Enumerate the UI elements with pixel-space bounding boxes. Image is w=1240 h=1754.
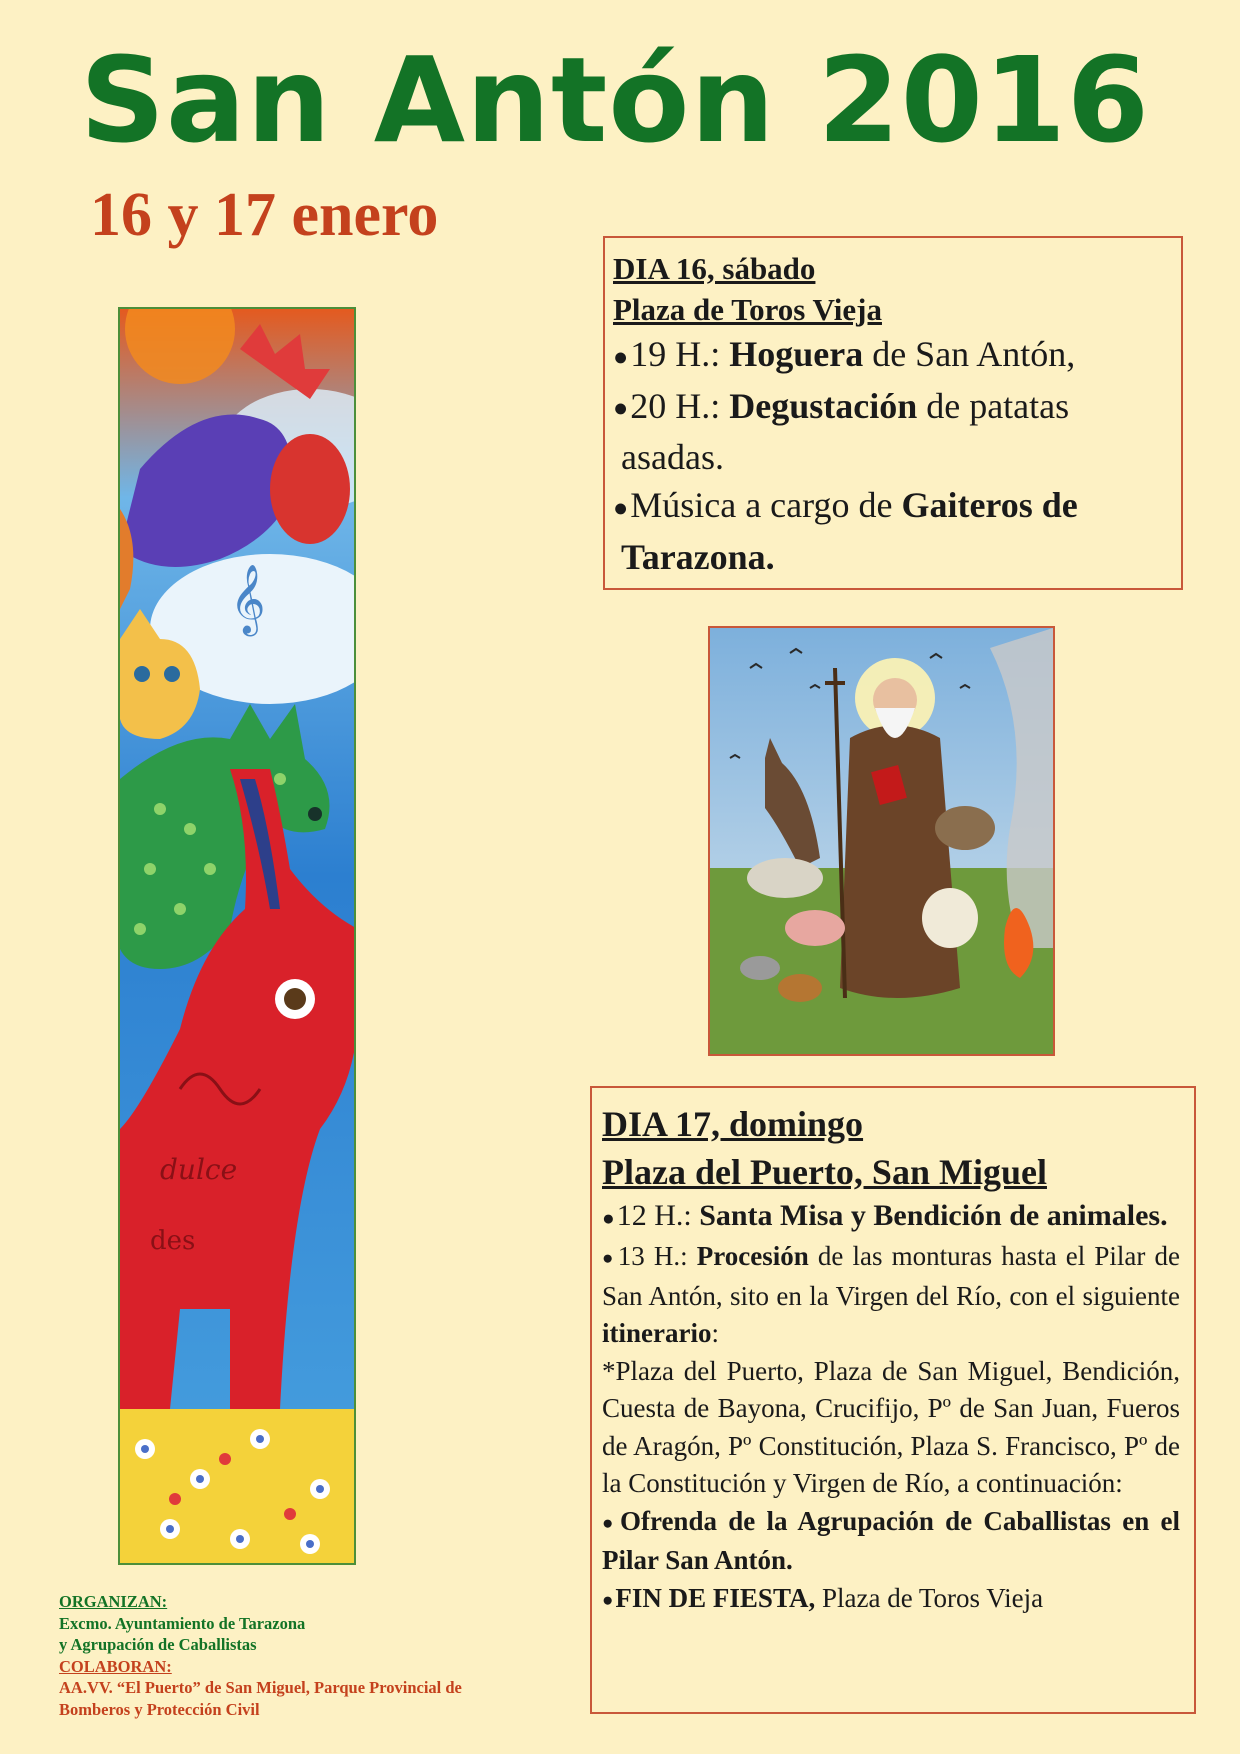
poster-title: San Antón 2016 — [80, 31, 1151, 169]
day17-heading: DIA 17, domingo — [602, 1104, 864, 1144]
day17-info-box — [590, 1086, 1196, 1714]
day17-route: *Plaza del Puerto, Plaza de San Miguel, Bendición, Cuesta de Bayona, Crucifijo, Pº de San Juan, Fueros de Aragón, Pº Constitución, Plaza S. Francisco, Pº de la Constitución y Virgen de Río, a continuación: — [602, 1355, 1180, 1499]
svg-text:𝄞: 𝄞 — [230, 564, 266, 634]
folk-art-animals-illustration — [118, 307, 356, 1565]
organizers-line1: Excmo. Ayuntamiento de Tarazona — [59, 1613, 306, 1633]
day17-item-end: ●FIN DE FIESTA, Plaza de Toros Vieja — [602, 1582, 1044, 1613]
day17-item-mass: ●12 H.: Santa Misa y Bendición de animales. — [602, 1199, 1168, 1232]
day17-place: Plaza del Puerto, San Miguel — [602, 1152, 1047, 1192]
poster-dates: 16 y 17 enero — [90, 181, 439, 249]
saint-anthony-with-animals-image — [708, 626, 1055, 1056]
svg-text:dulce: dulce — [160, 1153, 238, 1186]
day16-item-music-cont: Tarazona. — [621, 537, 775, 578]
organizers-label: ORGANIZAN: — [59, 1592, 168, 1611]
collaborators-label: COLABORAN: — [59, 1656, 172, 1676]
day16-place: Plaza de Toros Vieja — [613, 292, 882, 327]
day16-heading: DIA 16, sábado — [613, 251, 816, 286]
organizers-line2: y Agrupación de Caballistas — [59, 1635, 257, 1654]
day16-item-tasting: ●20 H.: Degustación de patatas — [613, 385, 1070, 426]
day16-item-tasting-cont: asadas. — [621, 437, 724, 478]
day16-item-bonfire: ●19 H.: Hoguera de San Antón, — [613, 334, 1076, 374]
day17-item-procession: ●13 H.: Procesión de las monturas hasta el Pilar de San Antón, sito en la Virgen del Río, con el siguiente itinerario: — [602, 1241, 1180, 1349]
day16-item-music: ●Música a cargo de Gaiteros de — [613, 485, 1078, 526]
collaborators-line2: Bomberos y Protección Civil — [59, 1699, 260, 1719]
day17-item-offering: ●Ofrenda de la Agrupación de Caballistas en el Pilar San Antón. — [602, 1505, 1180, 1576]
svg-text:des: des — [150, 1226, 196, 1256]
collaborators-line1: AA.VV. “El Puerto” de San Miguel, Parque Provincial de — [59, 1678, 462, 1697]
day16-info-box — [603, 236, 1183, 590]
organizers-credits — [59, 1591, 559, 1720]
